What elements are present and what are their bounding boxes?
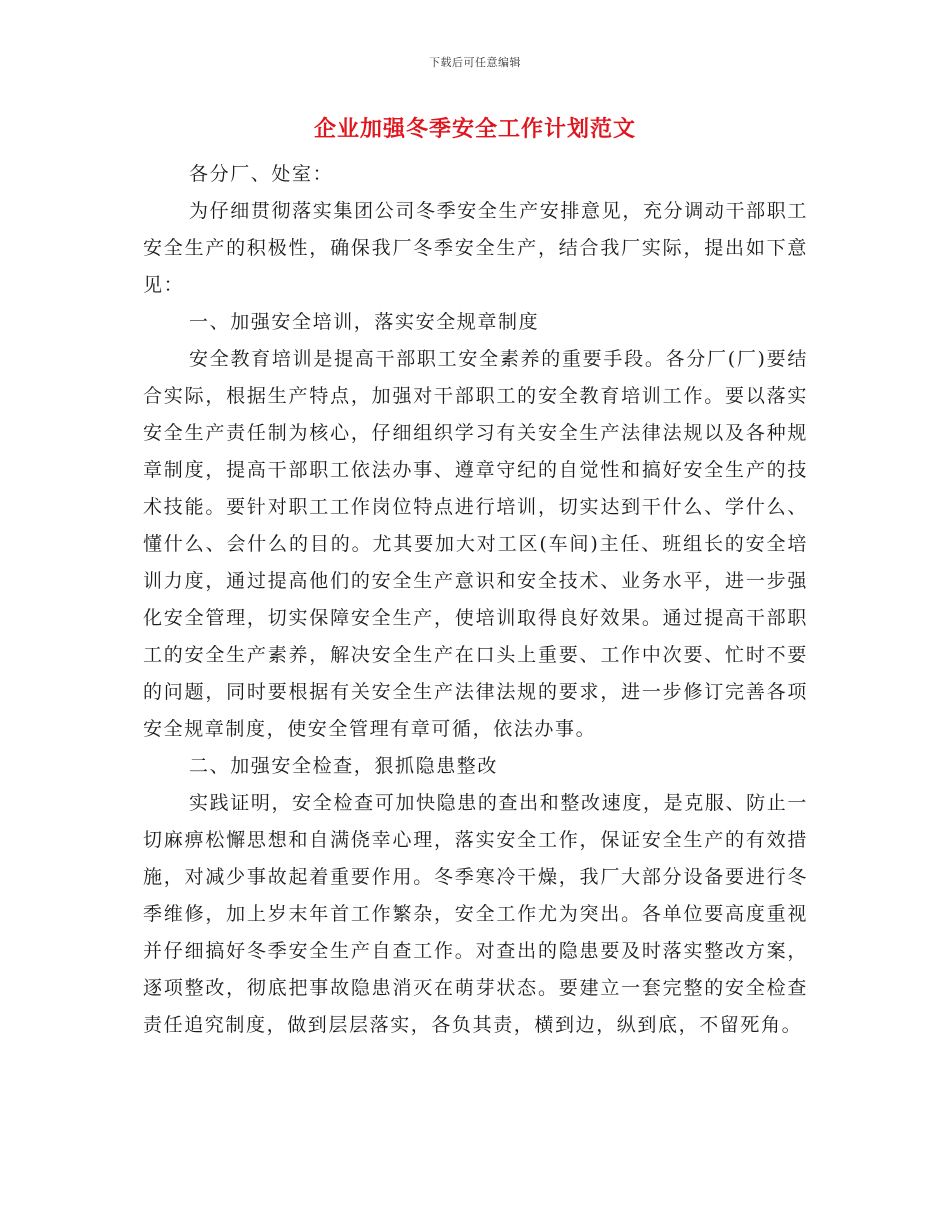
paragraph-intro: 为仔细贯彻落实集团公司冬季安全生产安排意见，充分调动干部职工安全生产的积极性，确保我厂冬季安全生产，结合我厂实际，提出如下意见： xyxy=(143,200,808,296)
paragraph-training: 安全教育培训是提高干部职工安全素养的重要手段。各分厂(厂)要结合实际，根据生产特点，加强对干部职工的安全教育培训工作。要以落实安全生产责任制为核心，仔细组织学习有关安全生产法律法规以及各种规章制度，提高干部职工依法办事、遵章守纪的自觉性和搞好安全生产的技术技能。要针对职工工作岗位特点进行培训，切实达到干什么、学什么、懂什么、会什么的目的。尤其要加大对工区(车间)主任、班组长的安全培训力度，通过提高他们的安全生产意识和安全技术、业务水平，进一步强化安全管理，切实保障安全生产，使培训取得良好效果。通过提高干部职工的安全生产素养，解决安全生产在口头上重要、工作中次要、忙时不要的问题，同时要根据有关安全生产法律法规的要求，进一步修订完善各项安全规章制度，使安全管理有章可循，依法办事。 xyxy=(143,348,808,740)
paragraph-inspection: 实践证明，安全检查可加快隐患的查出和整改速度，是克服、防止一切麻痹松懈思想和自满侥幸心理，落实安全工作，保证安全生产的有效措施，对减少事故起着重要作用。冬季寒冷干燥，我厂大部分设备要进行冬季维修，加上岁末年首工作繁杂，安全工作尤为突出。各单位要高度重视并仔细搞好冬季安全生产自查工作。对查出的隐患要及时落实整改方案，逐项整改，彻底把事故隐患消灭在萌芽状态。要建立一套完整的安全检查责任追究制度，做到层层落实，各负其责，横到边，纵到底，不留死角。 xyxy=(143,792,808,1036)
document-title: 企业加强冬季安全工作计划范文 xyxy=(313,116,636,142)
salutation: 各分厂、处室： xyxy=(189,163,334,185)
header-note: 下载后可任意编辑 xyxy=(429,56,521,69)
section-heading-2: 二、加强安全检查，狠抓隐患整改 xyxy=(189,755,499,777)
document-body xyxy=(143,156,808,1044)
section-heading-1: 一、加强安全培训，落实安全规章制度 xyxy=(189,311,540,333)
